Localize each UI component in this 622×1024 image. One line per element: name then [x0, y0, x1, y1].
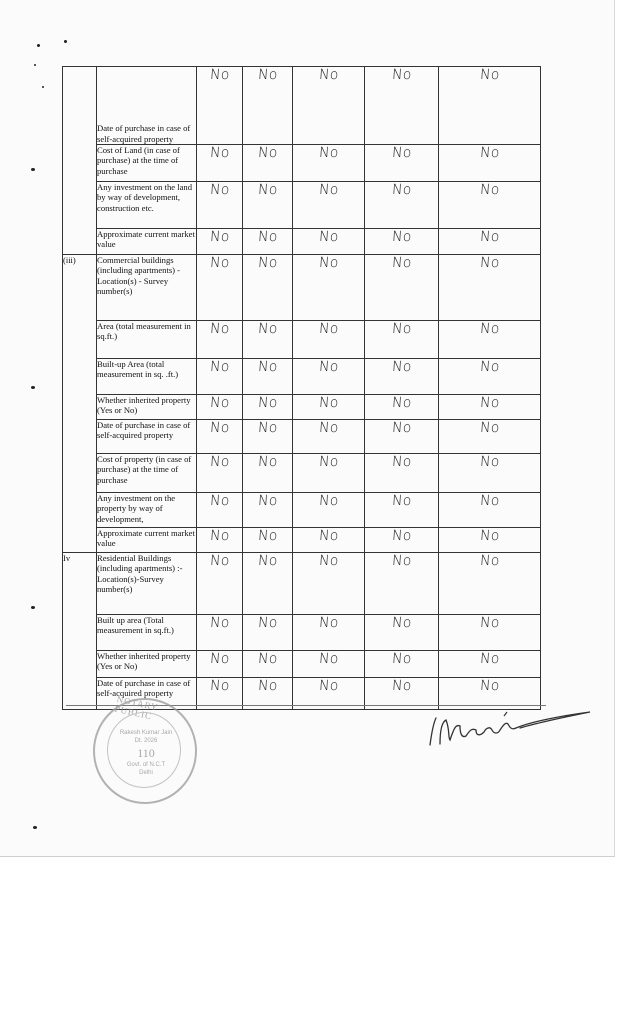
handwritten-no: No: [479, 229, 500, 245]
property-description-cell: Area (total measurement in sq.ft.): [97, 321, 197, 359]
handwritten-value-cell: [293, 145, 365, 182]
handwritten-no: No: [209, 67, 230, 83]
handwritten-no: No: [209, 454, 230, 470]
handwritten-value-cell: [243, 321, 293, 359]
handwritten-value-cell: [439, 651, 541, 678]
handwritten-no: No: [318, 67, 339, 83]
handwritten-value-cell: [293, 528, 365, 553]
handwritten-no: No: [318, 395, 339, 411]
handwritten-no: No: [479, 395, 500, 411]
handwritten-no: No: [479, 615, 500, 631]
handwritten-value-cell: [365, 229, 439, 255]
property-description-cell: Commercial buildings (including apartments) - Location(s) - Survey number(s): [97, 255, 197, 321]
handwritten-no: No: [209, 493, 230, 509]
serial-number-cell: (iii): [63, 255, 97, 553]
handwritten-value-cell: [293, 359, 365, 395]
table-row: [63, 454, 541, 493]
handwritten-no: No: [391, 229, 412, 245]
serial-number-cell: Iv: [63, 553, 97, 710]
scan-speck: [37, 44, 40, 47]
handwritten-value-cell: [365, 553, 439, 615]
handwritten-value-cell: [439, 145, 541, 182]
property-description-cell: Built up area (Total measurement in sq.ft.): [97, 615, 197, 651]
handwritten-no: No: [257, 182, 278, 198]
handwritten-value-cell: [365, 255, 439, 321]
handwritten-value-cell: [197, 359, 243, 395]
handwritten-no: No: [209, 651, 230, 667]
handwritten-no: No: [209, 615, 230, 631]
handwritten-no: No: [318, 678, 339, 694]
table-row: [63, 182, 541, 229]
handwritten-no: No: [391, 145, 412, 161]
handwritten-value-cell: [365, 321, 439, 359]
handwritten-no: No: [479, 454, 500, 470]
handwritten-no: No: [209, 145, 230, 161]
handwritten-no: No: [257, 651, 278, 667]
handwritten-no: No: [391, 678, 412, 694]
table-row: [63, 395, 541, 420]
handwritten-value-cell: [243, 615, 293, 651]
handwritten-no: No: [257, 528, 278, 544]
stamp-name: Rakesh Kumar Jain: [119, 730, 173, 736]
handwritten-value-cell: [439, 420, 541, 454]
handwritten-no: No: [391, 528, 412, 544]
handwritten-value-cell: [197, 182, 243, 229]
handwritten-value-cell: [243, 651, 293, 678]
handwritten-value-cell: [197, 454, 243, 493]
scan-speck: [64, 40, 67, 43]
handwritten-value-cell: [197, 145, 243, 182]
handwritten-no: No: [209, 395, 230, 411]
handwritten-value-cell: [243, 229, 293, 255]
handwritten-no: No: [318, 145, 339, 161]
table-row: [63, 67, 541, 145]
handwritten-value-cell: [365, 651, 439, 678]
property-description-cell: Cost of property (in case of purchase) at the time of purchase: [97, 454, 197, 493]
handwritten-no: No: [479, 528, 500, 544]
handwritten-value-cell: [365, 145, 439, 182]
handwritten-no: No: [257, 395, 278, 411]
handwritten-no: No: [391, 553, 412, 569]
handwritten-value-cell: [243, 420, 293, 454]
handwritten-value-cell: [293, 493, 365, 528]
table-row: [63, 553, 541, 615]
property-description-cell: Any investment on the land by way of development, construction etc.: [97, 182, 197, 229]
handwritten-no: No: [318, 321, 339, 337]
signature: [420, 700, 600, 750]
handwritten-value-cell: [197, 615, 243, 651]
handwritten-no: No: [479, 67, 500, 83]
handwritten-value-cell: [197, 321, 243, 359]
handwritten-no: No: [391, 420, 412, 436]
handwritten-no: No: [318, 359, 339, 375]
table-row: [63, 359, 541, 395]
handwritten-value-cell: [293, 321, 365, 359]
table-row: [63, 229, 541, 255]
stamp-date: Dt. 2026: [134, 738, 158, 744]
stamp-ring-text: NOTARY PUBLIC: [113, 693, 159, 722]
handwritten-no: No: [257, 454, 278, 470]
handwritten-value-cell: [365, 528, 439, 553]
handwritten-no: No: [209, 229, 230, 245]
handwritten-value-cell: [365, 493, 439, 528]
handwritten-no: No: [391, 321, 412, 337]
handwritten-no: No: [318, 553, 339, 569]
handwritten-value-cell: [293, 615, 365, 651]
handwritten-value-cell: [197, 255, 243, 321]
stamp-city: Delhi: [139, 770, 153, 776]
handwritten-no: No: [318, 615, 339, 631]
handwritten-no: No: [257, 678, 278, 694]
handwritten-no: No: [391, 615, 412, 631]
handwritten-no: No: [209, 553, 230, 569]
handwritten-no: No: [318, 255, 339, 271]
property-description-cell: Built-up Area (total measurement in sq. .ft.): [97, 359, 197, 395]
table-row: [63, 420, 541, 454]
table-row: [63, 255, 541, 321]
property-description-cell: Approximate current market value: [97, 528, 197, 553]
handwritten-value-cell: [293, 229, 365, 255]
property-description-cell: Date of purchase in case of self-acquired property: [97, 67, 197, 145]
handwritten-value-cell: [197, 493, 243, 528]
handwritten-no: No: [391, 67, 412, 83]
handwritten-no: No: [479, 359, 500, 375]
handwritten-no: No: [257, 321, 278, 337]
handwritten-value-cell: [243, 359, 293, 395]
handwritten-no: No: [391, 651, 412, 667]
handwritten-no: No: [209, 182, 230, 198]
property-description-cell: Cost of Land (in case of purchase) at the time of purchase: [97, 145, 197, 182]
handwritten-value-cell: [293, 420, 365, 454]
handwritten-value-cell: [293, 395, 365, 420]
handwritten-no: No: [318, 229, 339, 245]
punch-mark: [31, 168, 35, 171]
handwritten-no: No: [391, 359, 412, 375]
handwritten-no: No: [318, 454, 339, 470]
punch-mark: [31, 386, 35, 389]
table-row: [63, 493, 541, 528]
handwritten-value-cell: [365, 67, 439, 145]
handwritten-value-cell: [293, 255, 365, 321]
property-description-cell: Whether inherited property (Yes or No): [97, 651, 197, 678]
handwritten-no: No: [257, 145, 278, 161]
handwritten-no: No: [257, 420, 278, 436]
handwritten-value-cell: [243, 182, 293, 229]
handwritten-value-cell: [197, 651, 243, 678]
handwritten-value-cell: [243, 528, 293, 553]
handwritten-value-cell: [365, 182, 439, 229]
table-row: [63, 651, 541, 678]
handwritten-no: No: [257, 615, 278, 631]
handwritten-no: No: [209, 321, 230, 337]
table-row: [63, 615, 541, 651]
handwritten-value-cell: [197, 528, 243, 553]
handwritten-value-cell: [439, 229, 541, 255]
handwritten-value-cell: [439, 182, 541, 229]
handwritten-value-cell: [293, 553, 365, 615]
handwritten-no: No: [318, 528, 339, 544]
handwritten-value-cell: [439, 395, 541, 420]
handwritten-value-cell: [439, 528, 541, 553]
notary-stamp: [93, 693, 197, 804]
handwritten-no: No: [479, 321, 500, 337]
handwritten-value-cell: [439, 615, 541, 651]
scan-speck: [34, 64, 36, 66]
handwritten-no: No: [257, 553, 278, 569]
handwritten-no: No: [318, 420, 339, 436]
punch-mark: [33, 826, 37, 829]
handwritten-value-cell: [293, 651, 365, 678]
handwritten-value-cell: [293, 67, 365, 145]
handwritten-value-cell: [197, 395, 243, 420]
handwritten-no: No: [479, 651, 500, 667]
handwritten-value-cell: [365, 615, 439, 651]
handwritten-value-cell: [439, 493, 541, 528]
handwritten-no: No: [479, 420, 500, 436]
property-description-cell: Whether inherited property (Yes or No): [97, 395, 197, 420]
handwritten-value-cell: [365, 420, 439, 454]
handwritten-no: No: [209, 420, 230, 436]
handwritten-no: No: [257, 493, 278, 509]
handwritten-no: No: [257, 229, 278, 245]
table-row: [63, 528, 541, 553]
handwritten-no: No: [479, 678, 500, 694]
handwritten-value-cell: [293, 182, 365, 229]
handwritten-no: No: [318, 182, 339, 198]
handwritten-value-cell: [439, 454, 541, 493]
handwritten-no: No: [209, 528, 230, 544]
handwritten-value-cell: [243, 395, 293, 420]
handwritten-value-cell: [293, 454, 365, 493]
handwritten-value-cell: [439, 359, 541, 395]
handwritten-no: No: [479, 182, 500, 198]
property-details-table: [62, 66, 541, 710]
table-row: [63, 145, 541, 182]
handwritten-value-cell: [243, 145, 293, 182]
handwritten-value-cell: [243, 255, 293, 321]
handwritten-no: No: [257, 359, 278, 375]
serial-number-cell: [63, 67, 97, 255]
handwritten-value-cell: [439, 553, 541, 615]
property-description-cell: Approximate current market value: [97, 229, 197, 255]
handwritten-value-cell: [243, 553, 293, 615]
handwritten-value-cell: [365, 454, 439, 493]
handwritten-value-cell: [439, 67, 541, 145]
table-row: [63, 321, 541, 359]
handwritten-no: No: [209, 359, 230, 375]
punch-mark: [31, 606, 35, 609]
handwritten-no: No: [391, 182, 412, 198]
handwritten-value-cell: [439, 321, 541, 359]
scan-speck: [42, 86, 44, 88]
handwritten-value-cell: [197, 67, 243, 145]
stamp-region: Govt. of N.C.T: [126, 762, 166, 768]
handwritten-value-cell: [197, 229, 243, 255]
handwritten-no: No: [391, 395, 412, 411]
handwritten-value-cell: [243, 67, 293, 145]
handwritten-no: No: [391, 255, 412, 271]
handwritten-no: No: [391, 454, 412, 470]
handwritten-no: No: [479, 255, 500, 271]
handwritten-value-cell: [243, 454, 293, 493]
property-description-cell: Date of purchase in case of self-acquired property: [97, 678, 197, 710]
handwritten-no: No: [391, 493, 412, 509]
property-description-cell: Residential Buildings (including apartments) :- Location(s)-Survey number(s): [97, 553, 197, 615]
handwritten-no: No: [479, 553, 500, 569]
handwritten-value-cell: [365, 359, 439, 395]
handwritten-value-cell: [365, 395, 439, 420]
handwritten-no: No: [318, 493, 339, 509]
stamp-number: 110: [137, 746, 155, 760]
handwritten-no: No: [479, 145, 500, 161]
handwritten-value-cell: [197, 420, 243, 454]
property-description-cell: Date of purchase in case of self-acquired property: [97, 420, 197, 454]
handwritten-value-cell: [197, 553, 243, 615]
handwritten-no: No: [209, 255, 230, 271]
handwritten-no: No: [257, 67, 278, 83]
property-description-cell: Any investment on the property by way of development,: [97, 493, 197, 528]
handwritten-value-cell: [439, 255, 541, 321]
handwritten-no: No: [209, 678, 230, 694]
handwritten-no: No: [479, 493, 500, 509]
handwritten-no: No: [257, 255, 278, 271]
handwritten-value-cell: [243, 493, 293, 528]
handwritten-no: No: [318, 651, 339, 667]
